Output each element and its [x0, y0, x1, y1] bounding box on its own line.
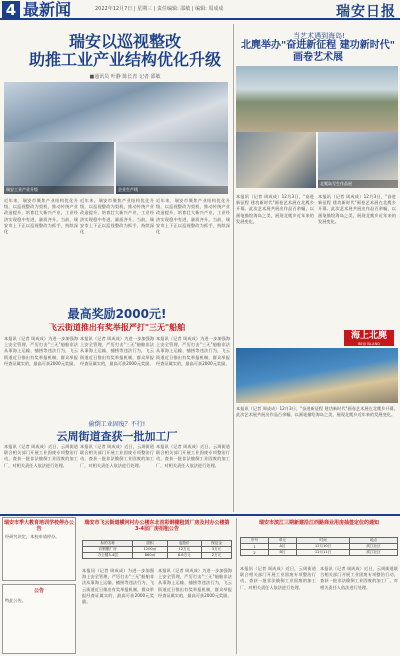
- notice2-title[interactable]: 公告: [33, 588, 44, 594]
- notice3-table: [82, 540, 232, 559]
- table-cell: A区: [269, 544, 297, 550]
- haishang-beiji-badge: 海上北麂: [344, 330, 394, 346]
- notices-divider: [0, 514, 400, 516]
- notice4-title[interactable]: 瑞安市滨江三期新建沿江西路商业用房抽签定位的通知: [258, 520, 379, 526]
- table-cell: 1200㎡: [133, 547, 167, 553]
- table-cell: 办公楼3-4层: [83, 553, 133, 559]
- table-header: 起拍价: [167, 541, 202, 547]
- article3-body-col1: 本报讯（记者 周成成）为进一步加强海上安全管理，严厉打击"三无"船舶非法从事海上运输、捕捞等违法行为，飞云街道近日推出有奖举报机制，群众举报经查证属实的，最高可获2000元奖励。: [4, 336, 78, 366]
- date-line: 2022年12月7日 | 星期三 | 责任编辑: 邵敏 | 编辑: 周成成: [95, 6, 224, 12]
- article1-byline: ■通讯员 叶静 陈长青 记者 邵敏: [89, 74, 161, 80]
- photo-caption: 企业生产线: [116, 186, 228, 194]
- notice1-body: 经研究决定，本校申请停办。: [5, 534, 60, 539]
- page-number: 4: [2, 1, 20, 19]
- table-header: 时间: [297, 538, 350, 544]
- badge-subtitle: BEIJI ISLAND: [358, 342, 380, 346]
- article3-subheadline: 飞云街道推出有奖举报严打"三无"船舶: [48, 323, 186, 332]
- article1-photo-right[interactable]: [116, 142, 228, 194]
- article2-photo-main[interactable]: [236, 66, 398, 132]
- table-cell: 滨江社区: [350, 544, 398, 550]
- photo-caption: 瑞安工业产业升级: [4, 186, 114, 194]
- article4-body-col3: 本报讯（记者 周成成）近日，云周街道联合相关部门开展工业固废专项整治行动，查获一批非法偷倒工业固废的加工厂，对相关责任人依法进行处理。: [156, 444, 230, 468]
- article2-photo-left[interactable]: [236, 132, 316, 188]
- article2-headline-line2: 画卷艺术展: [293, 52, 343, 63]
- article2-body-col1: 本报讯（记者 周成成）12月3日，"奋进新征程 建功新时代"画卷艺术展在北麂乡开幕。此次艺术展共展出作品百余幅，以画笔描绘海岛之美，展现北麂乡近年来的发展变化。: [236, 194, 314, 224]
- table-cell: 2: [241, 550, 269, 556]
- column-divider: [233, 24, 234, 512]
- notice3-title[interactable]: 瑞安市飞云街道横河村办公楼东北首彩钢棚租赁厂房及村办公楼第3-4层厂房招租公告: [84, 520, 230, 532]
- article2-kicker: 当艺术遇到海岛!: [293, 32, 345, 40]
- table-header: 单元: [269, 538, 297, 544]
- notice1-title[interactable]: 瑞安市季大教育培训学校停办公告: [4, 520, 75, 532]
- table-header: 序号: [241, 538, 269, 544]
- article4-headline[interactable]: 云周街道查获一批加工厂: [56, 430, 178, 443]
- table-cell: 3万元: [202, 547, 232, 553]
- table-cell: B区: [269, 550, 297, 556]
- notice4-body-col2: 本报讯（记者 周成成）近日，云周街道联合相关部门开展工业固废专项整治行动，查获一批非法偷倒工业固废的加工厂，对相关责任人依法进行处理。: [320, 566, 398, 590]
- article2-headline-line1: 北麂举办"奋进新征程 建功新时代": [241, 40, 395, 51]
- table-cell: 2万元: [202, 553, 232, 559]
- masthead: [0, 0, 400, 20]
- article4-body-col1: 本报讯（记者 周成成）近日，云周街道联合相关部门开展工业固废专项整治行动，查获一批非法偷倒工业固废的加工厂，对相关责任人依法进行处理。: [4, 444, 78, 468]
- article2-headline[interactable]: [238, 40, 398, 64]
- article1-photo-main[interactable]: [4, 82, 228, 142]
- newspaper-logo: 瑞安日报: [336, 4, 396, 20]
- article1-headline-line1: 瑞安以巡视整改: [68, 32, 181, 51]
- table-row: [241, 550, 398, 556]
- table-header: 标的名称: [83, 541, 133, 547]
- table-cell: 12月11日: [297, 550, 350, 556]
- article1-body-col3: 近年来，瑞安市聚焦产业结构优化升级，以巡视整改为契机，推动传统产业改造提升，培育壮大新兴产业，工业经济实现稳中有进、量质齐升。当前，瑞安市上下正以巡视整改为抓手，持续深化: [156, 198, 230, 235]
- article1-headline-line2: 助推工业产业结构优化升级: [28, 50, 221, 69]
- article3-body-col3: 本报讯（记者 周成成）为进一步加强海上安全管理，严厉打击"三无"船舶非法从事海上运输、捕捞等违法行为，飞云街道近日推出有奖举报机制，群众举报经查证属实的，最高可获2000元奖励。: [156, 336, 230, 366]
- notice3-body-col2: 本报讯（记者 周成成）为进一步加强海上安全管理，严厉打击"三无"船舶非法从事海上运输、捕捞等违法行为，飞云街道近日推出有奖举报机制，群众举报经查证属实的，最高可获2000元奖励。: [158, 568, 232, 598]
- article1-body-col1: 近年来，瑞安市聚焦产业结构优化升级，以巡视整改为契机，推动传统产业改造提升，培育壮大新兴产业，工业经济实现稳中有进、量质齐升。当前，瑞安市上下正以巡视整改为抓手，持续深化: [4, 198, 78, 235]
- table-cell: 滨江社区: [350, 550, 398, 556]
- table-cell: 12万元: [167, 547, 202, 553]
- article3-headline[interactable]: 最高奖励2000元!: [67, 307, 167, 321]
- article4-body-col2: 本报讯（记者 周成成）近日，云周街道联合相关部门开展工业固废专项整治行动，查获一批非法偷倒工业固废的加工厂，对相关责任人依法进行处理。: [80, 444, 154, 468]
- article2-body-col2: 本报讯（记者 周成成）12月3日，"奋进新征程 建功新时代"画卷艺术展在北麂乡开幕。此次艺术展共展出作品百余幅，以画笔描绘海岛之美，展现北麂乡近年来的发展变化。: [318, 194, 396, 224]
- notice4-table: [240, 537, 398, 556]
- section-title: 最新闻: [23, 0, 72, 19]
- article2-photo-right[interactable]: [318, 132, 398, 188]
- table-row: [83, 553, 232, 559]
- table-header: 地点: [350, 538, 398, 544]
- article3-body-col2: 本报讯（记者 周成成）为进一步加强海上安全管理，严厉打击"三无"船舶非法从事海上运输、捕捞等违法行为，飞云街道近日推出有奖举报机制，群众举报经查证属实的，最高可获2000元奖励。: [80, 336, 154, 366]
- table-cell: 860㎡: [133, 553, 167, 559]
- article2-body-lower: 本报讯（记者 周成成）12月3日，"奋进新征程 建功新时代"画卷艺术展在北麂乡开幕。此次艺术展共展出作品百余幅，以画笔描绘海岛之美，展现北麂乡近年来的发展变化。: [236, 406, 398, 418]
- article1-headline[interactable]: [20, 33, 230, 69]
- notice4-body-col1: 本报讯（记者 周成成）近日，云周街道联合相关部门开展工业固废专项整治行动，查获一批非法偷倒工业固废的加工厂，对相关责任人依法进行处理。: [240, 566, 316, 590]
- table-cell: 8.6万元: [167, 553, 202, 559]
- table-cell: 12月10日: [297, 544, 350, 550]
- table-header: 面积: [133, 541, 167, 547]
- notice-divider: [236, 518, 237, 654]
- article1-photo-left[interactable]: [4, 142, 114, 194]
- notice3-body-col1: 本报讯（记者 周成成）为进一步加强海上安全管理，严厉打击"三无"船舶非法从事海上运输、捕捞等违法行为，飞云街道近日推出有奖举报机制，群众举报经查证属实的，最高可获2000元奖励。: [82, 568, 154, 605]
- table-cell: 彩钢棚厂房: [83, 547, 133, 553]
- article1-body-col2: 近年来，瑞安市聚焦产业结构优化升级，以巡视整改为契机，推动传统产业改造提升，培育壮大新兴产业，工业经济实现稳中有进、量质齐升。当前，瑞安市上下正以巡视整改为抓手，持续深化: [80, 198, 154, 235]
- article4-kicker: 偷倒工业固废？不行!: [88, 421, 146, 428]
- photo-caption: 北麂岛写生作品展: [318, 180, 398, 188]
- table-cell: 1: [241, 544, 269, 550]
- island-photo[interactable]: [236, 348, 398, 403]
- table-header: 保证金: [202, 541, 232, 547]
- notice2-body: 特此公告。: [5, 598, 26, 603]
